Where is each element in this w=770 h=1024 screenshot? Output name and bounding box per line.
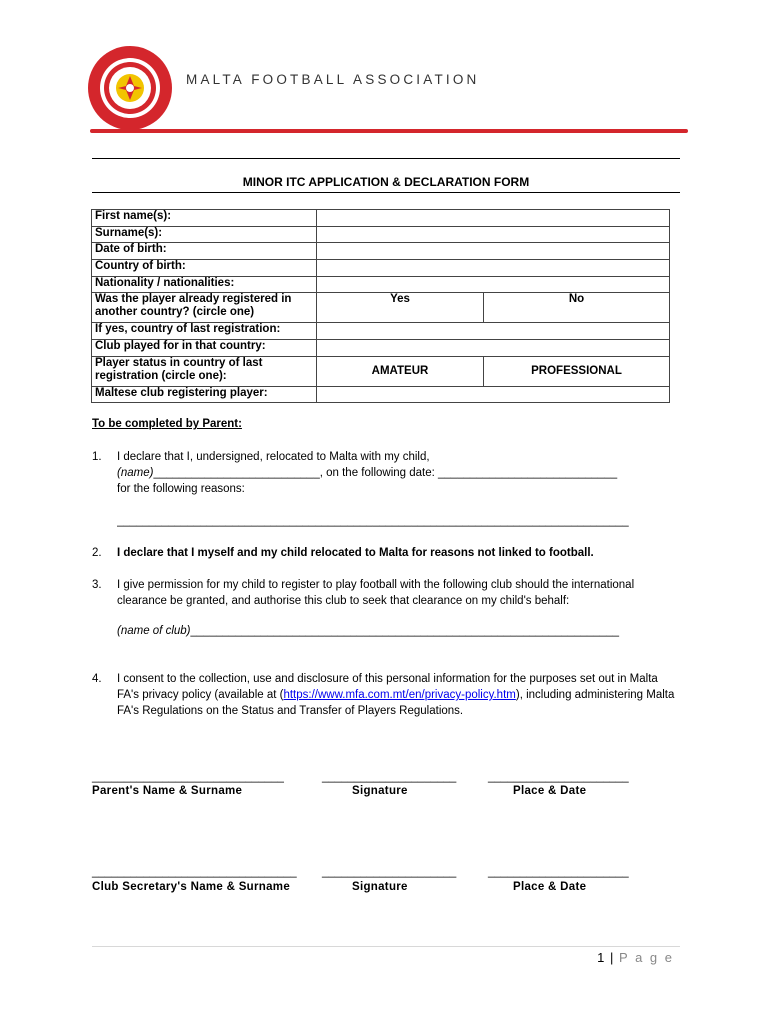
parent-signature-label: Signature [352,785,408,797]
label-player-status: Player status in country of last registration (circle one): [92,357,317,387]
title-top-rule [92,158,680,159]
label-surnames: Surname(s): [92,227,317,243]
declaration-item-2 [92,545,682,561]
item-3-text: I give permission for my child to register to play football with the following club should the international clearance be granted, and authorise this club to seek that clearance on my child's behalf: [117,579,635,607]
player-details-table [91,209,670,403]
field-club-played[interactable] [317,340,670,357]
parent-name-label: Parent's Name & Surname [92,785,243,797]
field-maltese-club[interactable] [317,387,670,403]
label-club-played: Club played for in that country: [92,340,317,357]
form-title: MINOR ITC APPLICATION & DECLARATION FORM [242,175,530,189]
item-2-number: 2. [92,547,102,559]
field-first-names[interactable] [317,210,670,227]
secretary-signature-line[interactable]: _____________________ [322,866,457,878]
secretary-name-label: Club Secretary's Name & Surname [92,881,291,893]
item-1-name-line[interactable] [117,465,682,481]
secretary-name-line[interactable]: ________________________________ [92,866,297,878]
item-3-club-label: (name of club) [117,625,191,637]
option-no[interactable]: No [484,293,670,323]
declaration-item-4 [92,671,682,719]
label-first-names: First name(s): [92,210,317,227]
parent-signature-line[interactable]: _____________________ [322,771,457,783]
parent-place-date-line[interactable]: ______________________ [488,771,629,783]
option-amateur[interactable]: AMATEUR [317,357,484,387]
item-3-club-blank: ___________________________________________________________________ [190,625,620,637]
privacy-policy-link[interactable]: https://www.mfa.com.mt/en/privacy-policy.htm [283,689,516,701]
header-red-bar [90,129,688,133]
item-3-number: 3. [92,579,102,591]
page-separator: | [610,950,615,965]
field-surnames[interactable] [317,227,670,243]
title-bottom-rule [92,192,680,193]
label-last-country: If yes, country of last registration: [92,323,317,340]
label-maltese-club: Maltese club registering player: [92,387,317,403]
parent-section-heading: To be completed by Parent: [92,418,242,430]
field-last-country[interactable] [317,323,670,340]
item-4-text-after: ), including administering Malta FA's Regulations on the Status and Transfer of Players Regulations. [117,689,675,717]
mfa-logo [86,44,174,132]
label-country-of-birth: Country of birth: [92,260,317,277]
page-label: P a g e [619,950,674,965]
secretary-place-date-label: Place & Date [513,881,587,893]
item-1-name-blank: __________________________ [153,467,320,479]
parent-name-line[interactable]: ______________________________ [92,771,284,783]
item-3-club-line[interactable] [117,623,677,639]
item-1-name-label: (name) [117,467,154,479]
item-4-number: 4. [92,673,102,685]
page-footer [597,950,674,965]
secretary-place-date-line[interactable]: ______________________ [488,866,629,878]
item-2-text: I declare that I myself and my child relocated to Malta for reasons not linked to football. [117,547,594,559]
field-country-of-birth[interactable] [317,260,670,277]
parent-place-date-label: Place & Date [513,785,587,797]
item-4-text-before: I consent to the collection, use and disclosure of this personal information for the purposes set out in Malta FA's privacy policy (available at ( [117,673,658,701]
organization-name: MALTA FOOTBALL ASSOCIATION [186,72,480,87]
item-1-number: 1. [92,451,102,463]
option-yes[interactable]: Yes [317,293,484,323]
declaration-item-3 [92,577,682,639]
footer-rule [92,946,680,947]
field-nationality[interactable] [317,277,670,293]
item-1-reasons-blank[interactable]: ________________________________________________________________________________ [117,515,629,527]
item-1-date-text: , on the following date: ____________________________ [319,467,618,479]
secretary-signature-label: Signature [352,881,408,893]
item-1-line3: for the following reasons: [117,483,245,495]
field-dob[interactable] [317,243,670,260]
label-nationality: Nationality / nationalities: [92,277,317,293]
label-dob: Date of birth: [92,243,317,260]
page-number: 1 [597,950,606,965]
item-1-line1: I declare that I, undersigned, relocated to Malta with my child, [117,451,430,463]
declaration-item-1 [92,449,682,529]
label-registered-abroad: Was the player already registered in another country? (circle one) [92,293,317,323]
option-professional[interactable]: PROFESSIONAL [484,357,670,387]
